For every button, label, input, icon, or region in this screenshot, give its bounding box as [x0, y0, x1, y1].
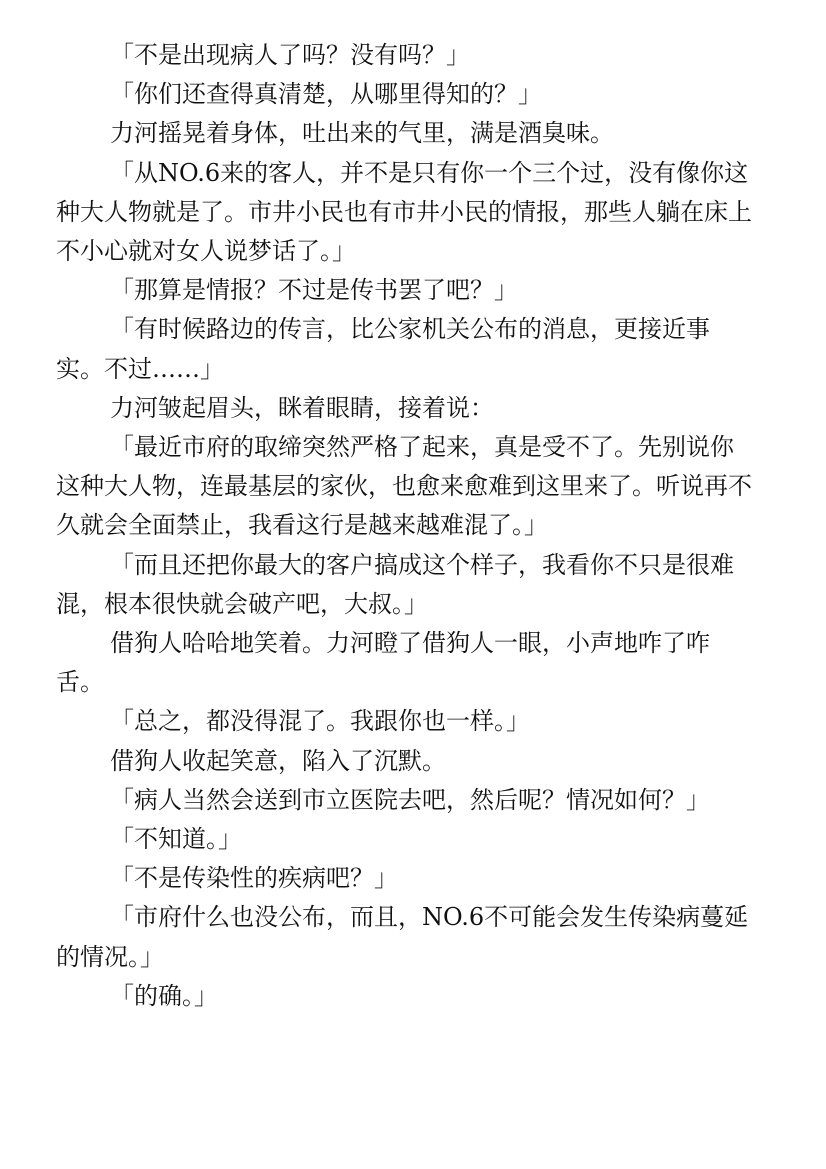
- paragraph: 借狗人收起笑意，陷入了沉默。: [110, 746, 446, 775]
- paragraph: 力河摇晃着身体，吐出来的气里，满是酒臭味。: [110, 119, 614, 148]
- paragraph: 「不是出现病人了吗？没有吗？」: [110, 41, 470, 69]
- paragraph: 「而且还把你最大的客户搞成这个样子，我看你不只是很难混，根本很快就会破产吧，大叔。」: [56, 550, 734, 618]
- paragraph: 「最近市府的取缔突然严格了起来，真是受不了。先别说你这种大人物，连最基层的家伙，也愈来愈难到这里来了。听说再不久就会全面禁止，我看这行是越来越难混了。」: [56, 433, 752, 540]
- novel-page: [56, 36, 756, 1016]
- paragraph: 力河皱起眉头，眯着眼睛，接着说：: [110, 393, 494, 422]
- paragraph: 借狗人哈哈地笑着。力河瞪了借狗人一眼，小声地咋了咋舌。: [56, 629, 710, 697]
- paragraph: 「那算是情报？不过是传书罢了吧？」: [110, 276, 518, 305]
- paragraph: 「病人当然会送到市立医院去吧，然后呢？情况如何？」: [110, 785, 710, 814]
- paragraph: 「总之，都没得混了。我跟你也一样。」: [110, 707, 530, 736]
- paragraph: 「从NO.6来的客人，并不是只有你一个三个过，没有像你这种大人物就是了。市井小民也有市井小民的情报，那些人躺在床上不小心就对女人说梦话了。」: [56, 158, 752, 266]
- paragraph: 「不是传染性的疾病吧？」: [110, 864, 398, 893]
- paragraph: 「有时候路边的传言，比公家机关公布的消息，更接近事实。不过……」: [56, 315, 710, 383]
- paragraph: 「你们还查得真清楚，从哪里得知的？」: [110, 80, 542, 109]
- paragraph: 「市府什么也没公布，而且，NO.6不可能会发生传染病蔓延的情况。」: [56, 903, 749, 971]
- paragraph: 「的确。」: [110, 981, 218, 1010]
- paragraph: 「不知道。」: [110, 825, 242, 854]
